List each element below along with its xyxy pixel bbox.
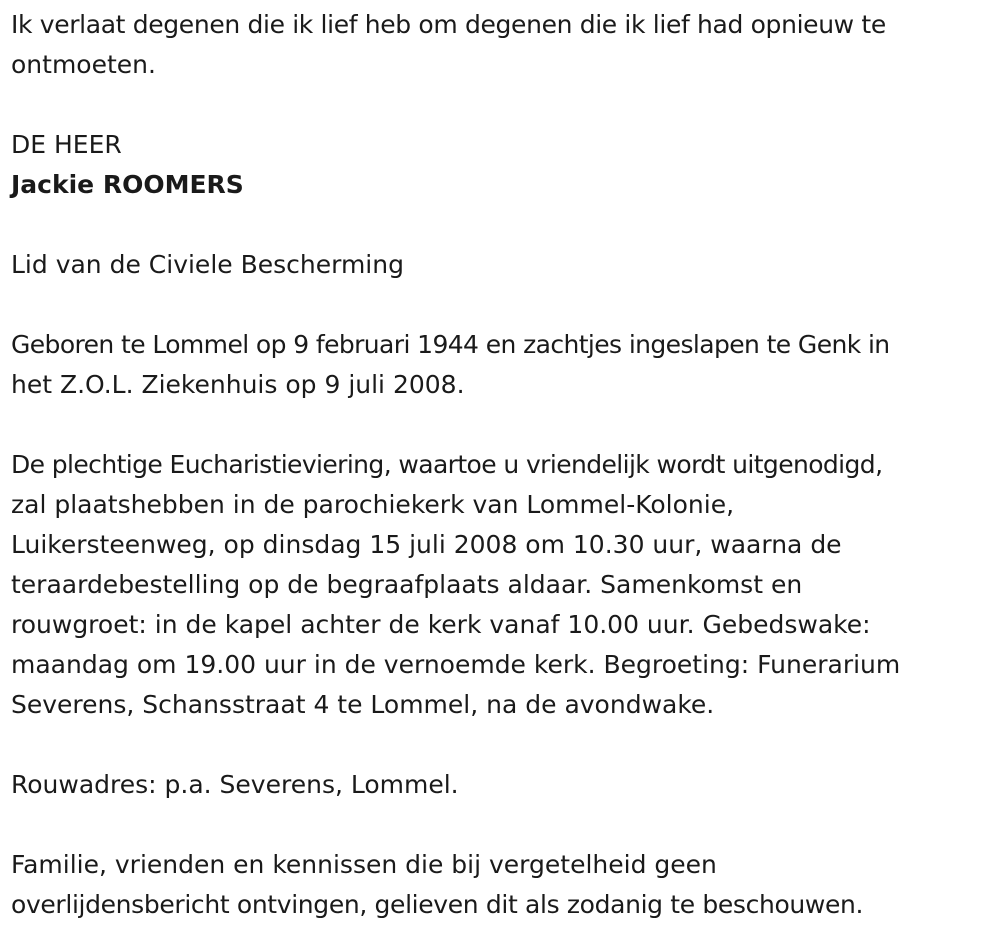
deceased-name: Jackie ROOMERS <box>11 170 244 199</box>
opening-quote-line: ontmoeten. <box>11 50 156 79</box>
opening-quote <box>11 5 1000 85</box>
spacer <box>11 205 1000 245</box>
spacer <box>11 85 1000 125</box>
closing-note-line: overlijdensbericht ontvingen, gelieven dit als zodanig te beschouwen. <box>11 890 864 919</box>
ceremony-line: maandag om 19.00 uur in de vernoemde kerk. Begroeting: Funerarium <box>11 650 901 679</box>
ceremony-paragraph <box>11 445 1000 725</box>
ceremony-line: teraardebestelling op de begraafplaats aldaar. Samenkomst en <box>11 570 803 599</box>
spacer <box>11 405 1000 445</box>
opening-quote-line: Ik verlaat degenen die ik lief heb om degenen die ik lief had opnieuw te <box>11 10 886 39</box>
closing-note <box>11 845 1000 925</box>
ceremony-line: De plechtige Eucharistieviering, waartoe u vriendelijk wordt uitgenodigd, <box>11 450 883 479</box>
spacer <box>11 285 1000 325</box>
birth-death-paragraph <box>11 325 1000 405</box>
spacer <box>11 805 1000 845</box>
mourning-address: Rouwadres: p.a. Severens, Lommel. <box>11 770 459 799</box>
ceremony-line: Severens, Schansstraat 4 te Lommel, na de avondwake. <box>11 690 715 719</box>
ceremony-line: Luikersteenweg, op dinsdag 15 juli 2008 om 10.30 uur, waarna de <box>11 530 842 559</box>
birth-death-line: Geboren te Lommel op 9 februari 1944 en zachtjes ingeslapen te Genk in <box>11 330 890 359</box>
spacer <box>11 725 1000 765</box>
closing-note-line: Familie, vrienden en kennissen die bij vergetelheid geen <box>11 850 717 879</box>
honorific: DE HEER <box>11 130 122 159</box>
birth-death-line: het Z.O.L. Ziekenhuis op 9 juli 2008. <box>11 370 465 399</box>
membership: Lid van de Civiele Bescherming <box>11 250 404 279</box>
ceremony-line: rouwgroet: in de kapel achter de kerk vanaf 10.00 uur. Gebedswake: <box>11 610 871 639</box>
ceremony-line: zal plaatshebben in de parochiekerk van Lommel-Kolonie, <box>11 490 735 519</box>
